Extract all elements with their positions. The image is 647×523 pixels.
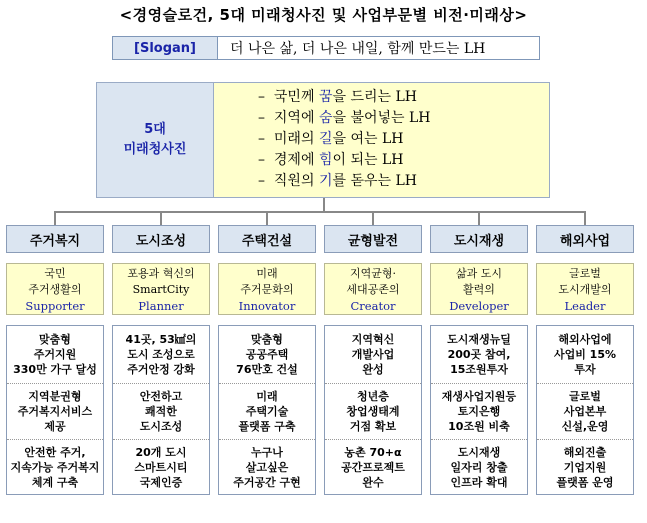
vision-item: – 미래의 길을 여는 LH [258,131,404,147]
goal-item: 지역혁신 개발사업 완성 [351,332,395,376]
goal-list [112,325,210,495]
goal-item: 20개 도시 스마트시티 국제인증 [113,439,209,496]
category-header: 주택건설 [218,225,316,253]
sector-vision: 미래 주거문화의 Innovator [218,263,316,315]
goal-item: 안전한 주거, 지속가능 주거복지 체계 구축 [7,439,103,496]
goal-item: 41곳, 53㎢의 도시 조성으로 주거안정 강화 [125,332,197,376]
goal-item: 해외사업에 사업비 15% 투자 [553,332,617,376]
vision-label-line1: 5대 [144,122,166,137]
vision-list [214,82,550,198]
vision-item: – 지역에 숨을 불어넣는 LH [258,110,431,126]
connector-trunk [323,198,325,212]
goal-item: 글로벌 사업본부 신설,운영 [537,383,633,440]
goal-item: 미래 주택기술 플랫폼 구축 [219,383,315,440]
category-header: 주거복지 [6,225,104,253]
goal-item: 해외진출 기업지원 플랫폼 운영 [537,439,633,496]
goal-item: 누구나 살고싶은 주거공간 구현 [219,439,315,496]
vision-label [96,82,214,198]
sector-vision: 국민 주거생활의 Supporter [6,263,104,315]
goal-item: 도시재생 일자리 창출 인프라 확대 [431,439,527,496]
connector-drop [160,211,162,225]
vision-item: – 경제에 힘이 되는 LH [258,152,404,168]
connector-drop [266,211,268,225]
slogan-text: 더 나은 삶, 더 나은 내일, 함께 만드는 LH [218,36,540,60]
goal-list [536,325,634,495]
page-title: <경영슬로건, 5대 미래청사진 및 사업부문별 비전·미래상> [119,6,528,24]
connector-bus [54,211,586,213]
sector-vision: 글로벌 도시개발의 Leader [536,263,634,315]
goal-list [430,325,528,495]
goal-item: 농촌 70+α 공간프로젝트 완수 [325,439,421,496]
goal-item: 청년층 창업생태계 거점 확보 [325,383,421,440]
category-header: 도시재생 [430,225,528,253]
goal-item: 안전하고 쾌적한 도시조성 [113,383,209,440]
goal-list [218,325,316,495]
connector-drop [54,211,56,225]
goal-item: 재생사업지원등 토지은행 10조원 비축 [431,383,527,440]
goal-list [6,325,104,495]
sector-vision: 포용과 혁신의 SmartCity Planner [112,263,210,315]
goal-list [324,325,422,495]
vision-label-line2: 미래청사진 [123,142,187,157]
connector-drop [372,211,374,225]
sector-vision: 삶과 도시 활력의 Developer [430,263,528,315]
goal-item: 맞춤형 공공주택 76만호 건설 [236,332,298,376]
category-header: 균형발전 [324,225,422,253]
goal-item: 도시재생뉴딜 200곳 참여, 15조원투자 [447,332,511,376]
connector-drop [584,211,586,225]
category-header: 해외사업 [536,225,634,253]
goal-item: 지역분권형 주거복지서비스 제공 [7,383,103,440]
slogan-label: [Slogan] [112,36,218,60]
vision-item: – 직원의 기를 돋우는 LH [258,173,417,189]
category-header: 도시조성 [112,225,210,253]
vision-item: – 국민께 꿈을 드리는 LH [258,89,417,105]
connector-drop [478,211,480,225]
sector-vision: 지역균형· 세대공존의 Creator [324,263,422,315]
goal-item: 맞춤형 주거지원 330만 가구 달성 [13,332,97,376]
